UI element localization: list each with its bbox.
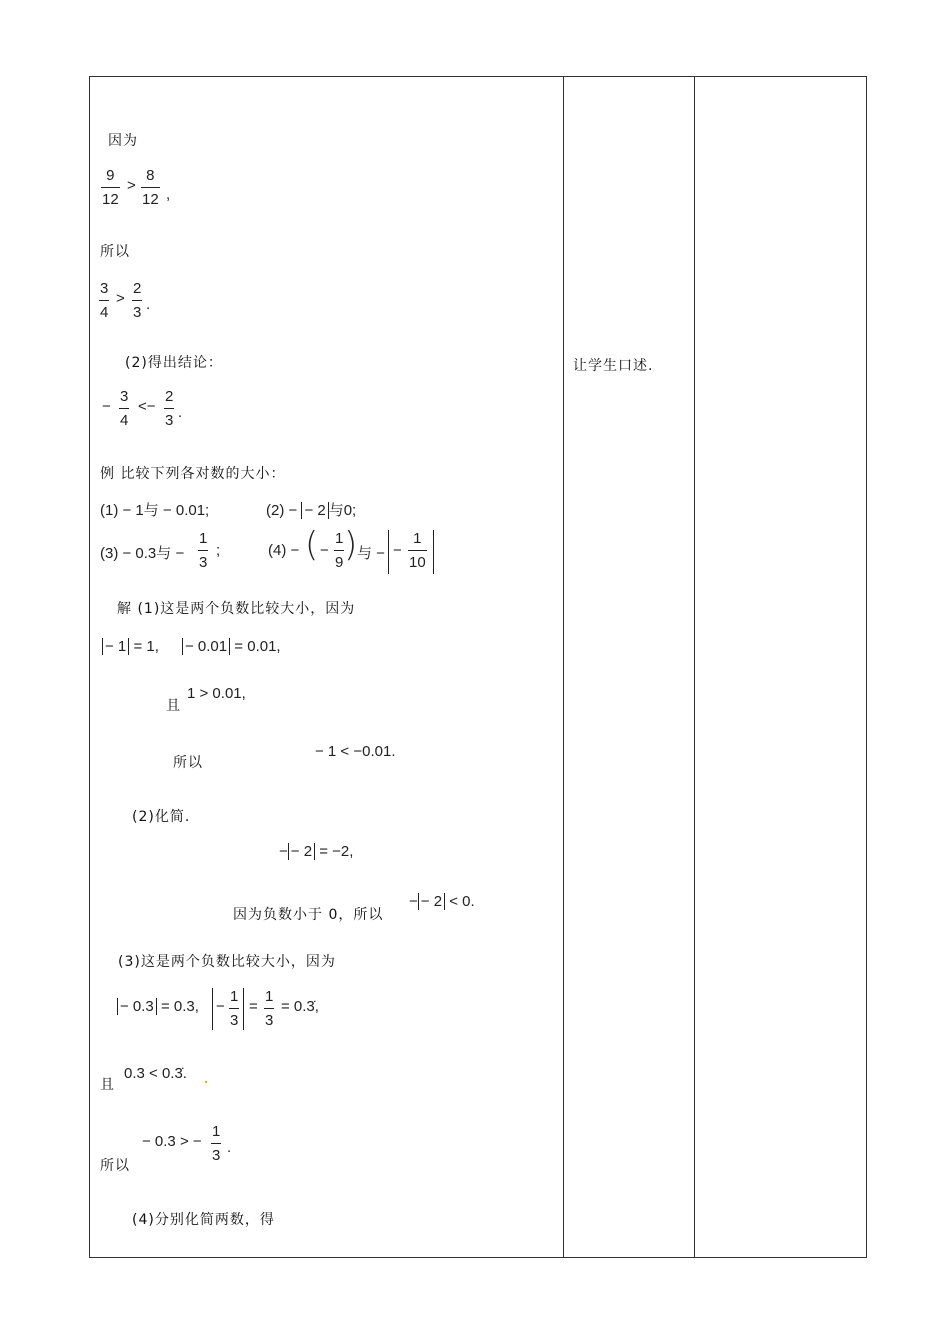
fraction-1-3: 1 3 — [265, 988, 274, 1029]
comma: , — [166, 186, 171, 203]
fraction-1-3: 1 3 — [212, 1123, 221, 1164]
solution-1: 解 (1)这是两个负数比较大小，因为 — [117, 601, 356, 617]
simplify-expr: − − 2 = −2, — [279, 843, 354, 860]
compare-3-prefix: − 0.3 > − — [142, 1133, 202, 1150]
so-label: 所以 — [173, 755, 203, 771]
negative-expr: − − 2 < 0. — [409, 893, 475, 910]
fraction-1-10: 1 10 — [409, 530, 426, 571]
abs-bar-right — [433, 530, 434, 574]
example-1: (1) − 1与 − 0.01; — [100, 502, 210, 519]
equals-sign: = — [249, 998, 258, 1015]
abs-bar-right — [243, 988, 244, 1030]
so-label: 所以 — [100, 244, 130, 260]
example-heading: 例 比较下列各对数的大小： — [100, 466, 286, 482]
abs-bar-left — [212, 988, 213, 1030]
example-3-prefix: (3) − 0.3与 − — [100, 545, 185, 562]
example-4-mid: 与 − — [357, 545, 385, 562]
fraction-8-12: 8 12 — [142, 167, 159, 208]
period: . — [178, 404, 183, 421]
so-label: 所以 — [100, 1158, 130, 1174]
period: . — [146, 296, 151, 313]
because-label: 因为 — [108, 133, 138, 149]
inequality-3: 0.3 < 0.3̇. — [124, 1065, 187, 1082]
and-label: 且 — [100, 1077, 115, 1093]
gt-sign: > — [127, 177, 136, 194]
inequality-2: − 1 < −0.01. — [315, 743, 396, 760]
fraction-2-3: 2 3 — [133, 280, 142, 321]
example-2: (2) − − 2 与0; — [266, 502, 357, 519]
abs-bar-left — [388, 530, 389, 574]
part-4-label: (4)分别化简两数，得 — [132, 1212, 275, 1228]
lt-neg: <− — [138, 398, 156, 415]
fraction-1-3: 1 3 — [230, 988, 239, 1029]
fraction-2-3: 2 3 — [165, 388, 174, 429]
fraction-1-9: 1 9 — [335, 530, 344, 571]
left-paren: ( — [305, 525, 319, 565]
abs-expr-3: − 0.3 = 0.3, — [117, 998, 199, 1015]
inequality-1: 1 > 0.01, — [187, 685, 246, 702]
gt-sign: > — [116, 290, 125, 307]
fraction-3-4: 3 4 — [100, 280, 109, 321]
fraction-9-12: 9 12 — [102, 167, 119, 208]
minus-sign: − — [102, 398, 111, 415]
repeating-decimal: = 0.3̇, — [281, 998, 319, 1015]
simplify-label: (2)化简. — [132, 809, 191, 825]
teacher-note: 让学生口述. — [573, 358, 654, 374]
minus-sign: − — [393, 542, 402, 559]
column-divider-1 — [563, 76, 564, 1258]
semicolon: ; — [216, 542, 221, 559]
fraction-3-4: 3 4 — [120, 388, 129, 429]
period: . — [227, 1139, 232, 1156]
minus-sign: − — [320, 542, 329, 559]
fraction-1-3: 1 3 — [199, 530, 208, 571]
conclusion-label: (2)得出结论： — [125, 355, 223, 371]
right-paren: ) — [344, 525, 358, 565]
marker-dot — [205, 1081, 207, 1083]
minus-sign: − — [216, 998, 225, 1015]
abs-expr-1: − 1 = 1, — [102, 638, 159, 655]
and-label: 且 — [166, 698, 181, 714]
example-4-prefix: (4) − — [268, 542, 300, 559]
because-negative: 因为负数小于 0，所以 — [233, 907, 384, 923]
part-3-label: (3)这是两个负数比较大小，因为 — [118, 954, 336, 970]
column-divider-2 — [694, 76, 695, 1258]
abs-expr-2: − 0.01 = 0.01, — [182, 638, 281, 655]
